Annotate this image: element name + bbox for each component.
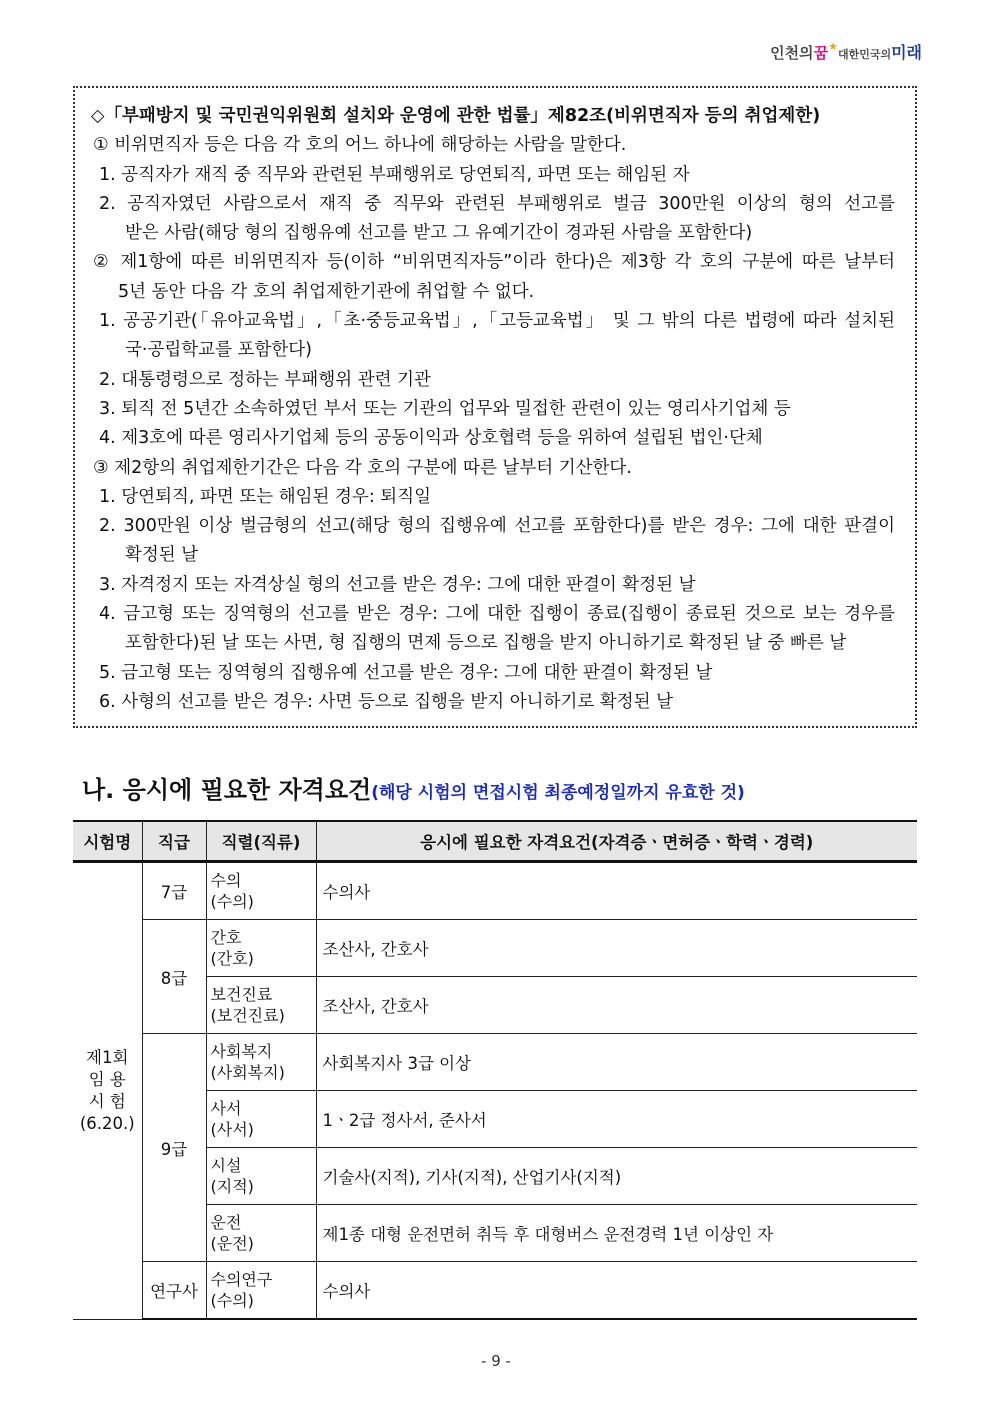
grade-cell: 8급: [142, 920, 206, 1034]
qualification-cell: 조산사, 간호사: [316, 977, 917, 1034]
series-name: 수의연구: [210, 1270, 273, 1289]
qualification-cell: 1ㆍ2급 정사서, 준사서: [316, 1091, 917, 1148]
law-item: 3. 자격정지 또는 자격상실 형의 선고를 받은 경우: 그에 대한 판결이 확정된 날: [99, 574, 696, 595]
logo-text-4: 미래: [891, 43, 922, 62]
series-cell: [206, 920, 316, 977]
law-item: 5. 금고형 또는 징역형의 집행유예 선고를 받은 경우: 그에 대한 판결이 확정된 날: [99, 662, 713, 683]
series-subname: (보건진료): [210, 1006, 285, 1025]
grade-cell: 9급: [142, 1034, 206, 1262]
series-cell: [206, 1205, 316, 1262]
qualification-cell: 사회복지사 3급 이상: [316, 1034, 917, 1091]
series-cell: [206, 1262, 316, 1320]
table-row: [73, 920, 917, 977]
law-item: 2. 대통령령으로 정하는 부패행위 관련 기관: [99, 369, 431, 390]
table-row: [73, 1262, 917, 1320]
series-subname: (사서): [210, 1120, 254, 1139]
grade-cell: 7급: [142, 862, 206, 920]
series-name: 사서: [210, 1099, 242, 1118]
law-item: 1. 공직자가 재직 중 직무와 관련된 부패행위로 당연퇴직, 파면 또는 해임된 자: [99, 164, 690, 185]
page-number: - 9 -: [481, 1352, 511, 1370]
star-icon: ★: [828, 40, 838, 53]
exam-name-line: (6.20.): [79, 1113, 135, 1133]
series-name: 사회복지: [210, 1042, 273, 1061]
law-item-continuation: 받은 사람(해당 형의 집행유예 선고를 받고 그 유예기간이 경과된 사람을 포함한다): [125, 223, 753, 244]
qualification-cell: 수의사: [316, 862, 917, 920]
qualification-cell: 조산사, 간호사: [316, 920, 917, 977]
law-excerpt-box: [73, 86, 917, 728]
header-series: 직렬(직류): [206, 821, 316, 862]
law-clause: ① 비위면직자 등은 다음 각 호의 어느 하나에 해당하는 사람을 말한다.: [93, 135, 627, 156]
logo-text-1: 인천의: [770, 44, 814, 62]
header-qualification: 응시에 필요한 자격요건(자격증ㆍ면허증ㆍ학력ㆍ경력): [316, 821, 917, 862]
table-header-row: [73, 821, 917, 862]
law-clause-continuation: 5년 동안 다음 각 호의 취업제한기관에 취업할 수 없다.: [118, 281, 535, 302]
law-title: ◇「부패방지 및 국민권익위원회 설치와 운영에 관한 법률」제82조(비위면직자 등의 취업제한): [91, 106, 821, 126]
law-item: 4. 제3호에 따른 영리사기업체 등의 공동이익과 상호협력 등을 위하여 설립된 법인·단체: [99, 428, 763, 449]
series-name: 수의: [210, 871, 242, 890]
section-title: 나. 응시에 필요한 자격요건: [82, 776, 372, 804]
series-cell: [206, 1091, 316, 1148]
law-item: 2. 공직자였던 사람으로서 재직 중 직무와 관련된 부패행위로 벌금 300만원 이상의 형의 선고를: [99, 193, 895, 214]
qualification-cell: 제1종 대형 운전면허 취득 후 대형버스 운전경력 1년 이상인 자: [316, 1205, 917, 1262]
grade-cell: 연구사: [142, 1262, 206, 1320]
logo-text-2: 꿈: [813, 44, 829, 62]
series-subname: (운전): [210, 1234, 254, 1253]
qualification-table: [73, 820, 917, 1320]
law-clause: ② 제1항에 따른 비위면직자 등(이하 “비위면직자등”이라 한다)은 제3항 각 호의 구분에 따른 날부터: [93, 252, 895, 273]
series-subname: (수의): [210, 1291, 254, 1310]
law-item: 2. 300만원 이상 벌금형의 선고(해당 형의 집행유예 선고를 포함한다)를 받은 경우: 그에 대한 판결이: [99, 516, 895, 537]
exam-name-line: 임 용: [88, 1069, 126, 1089]
law-item: 4. 금고형 또는 징역형의 선고를 받은 경우: 그에 대한 집행이 종료(집행이 종료된 것으로 보는 경우를: [99, 604, 895, 625]
law-item: 3. 퇴직 전 5년간 소속하였던 부서 또는 기관의 업무와 밀접한 관련이 있는 영리사기업체 등: [99, 398, 791, 419]
qualification-cell: 기술사(지적), 기사(지적), 산업기사(지적): [316, 1148, 917, 1205]
header-logo: [770, 40, 922, 63]
law-item-continuation: 포함한다)된 날 또는 사면, 형 집행의 면제 등으로 집행을 받지 아니하기로 확정된 날 중 빠른 날: [125, 633, 847, 654]
series-subname: (간호): [210, 949, 254, 968]
law-item: 1. 공공기관(「유아교육법」,「초·중등교육법」,「고등교육법」 및 그 밖의 다른 법령에 따라 설치된: [99, 311, 895, 332]
exam-name-cell: [73, 862, 142, 1320]
header-exam: 시험명: [73, 821, 142, 862]
series-name: 보건진료: [210, 985, 273, 1004]
series-cell: [206, 977, 316, 1034]
series-cell: [206, 1148, 316, 1205]
series-name: 간호: [210, 928, 242, 947]
law-item: 1. 당연퇴직, 파면 또는 해임된 경우: 퇴직일: [99, 486, 432, 507]
qualification-cell: 수의사: [316, 1262, 917, 1320]
header-grade: 직급: [142, 821, 206, 862]
law-clause: ③ 제2항의 취업제한기간은 다음 각 호의 구분에 따른 날부터 기산한다.: [93, 457, 632, 478]
series-subname: (사회복지): [210, 1063, 285, 1082]
series-name: 시설: [210, 1156, 242, 1175]
series-name: 운전: [210, 1213, 242, 1232]
section-heading: [82, 770, 745, 805]
table-row: [73, 1034, 917, 1091]
section-note: (해당 시험의 면접시험 최종예정일까지 유효한 것): [371, 783, 745, 803]
law-item-continuation: 국·공립학교를 포함한다): [125, 340, 313, 361]
exam-name-line: 제1회: [86, 1047, 129, 1067]
law-item-continuation: 확정된 날: [125, 545, 199, 566]
series-subname: (수의): [210, 892, 254, 911]
table-row: [73, 862, 917, 920]
series-subname: (지적): [210, 1177, 254, 1196]
series-cell: [206, 1034, 316, 1091]
logo-text-3: 대한민국의: [837, 48, 892, 61]
exam-name-line: 시 험: [88, 1091, 126, 1111]
law-item: 6. 사형의 선고를 받은 경우: 사면 등으로 집행을 받지 아니하기로 확정된 날: [99, 691, 674, 712]
series-cell: [206, 862, 316, 920]
